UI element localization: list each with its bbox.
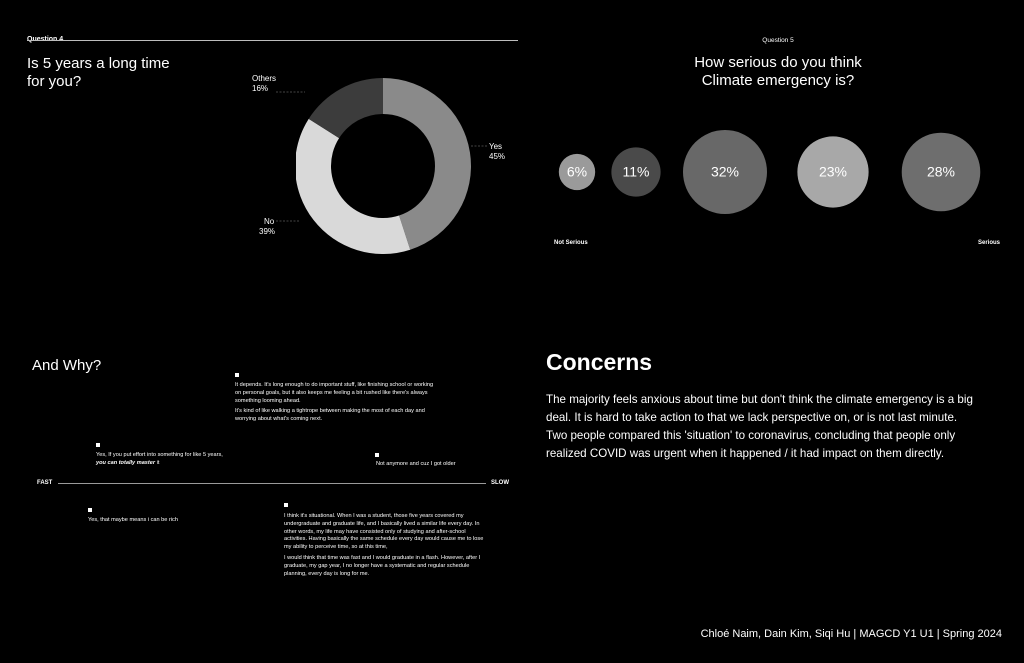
question-5-label: Question 5 (762, 37, 794, 44)
quote-marker (235, 373, 239, 377)
bubble-label-1: 6% (566, 163, 588, 180)
pie-label-yes-value: 45% (489, 152, 506, 161)
quote-rich: Yes, that maybe means i can be rich (88, 517, 178, 523)
pie-label-others-name: Others (252, 74, 277, 83)
quote-marker (88, 508, 92, 512)
quote-marker (375, 453, 379, 457)
question-4-title-line2: for you? (27, 73, 82, 90)
fast-slow-axis (58, 483, 486, 484)
quote-got-older: Not anymore and cuz I got older (376, 461, 456, 467)
quote-situational-p1: I think it's situational. When I was a student, those five years covered my undergraduate and graduate life, and I basically lived a similar life every day. In other words, my life may have consisted only of studying and after-school activities. Having basically the same schedule every day would cause me to lose my ability to perceive time, so at this time, (284, 513, 484, 551)
pie-label-yes (489, 142, 505, 162)
concerns-body: The majority feels anxious about time but don't think the climate emergency is a big deal. It is hard to take action to that we lack perspective on, or is not last minute. Two people compared this 'situation' to coronavirus, concluding that people only realized COVID was urgent when it happened / it had impact on them directly. (546, 393, 973, 460)
donut-chart (296, 76, 472, 256)
quote-marker (284, 503, 288, 507)
pie-label-others (252, 74, 276, 94)
axis-label-slow: SLOW (491, 480, 509, 486)
donut-slice-no (296, 119, 410, 254)
question-4-rule (27, 40, 518, 41)
question-5-title (628, 54, 928, 90)
pie-label-others-value: 16% (252, 84, 269, 93)
axis-label-serious: Serious (978, 240, 1001, 246)
quote-master-post: it (155, 459, 160, 466)
concerns-title: Concerns (546, 349, 653, 375)
bubble-label-3: 32% (710, 163, 740, 180)
footer-credits: Chloé Naim, Dain Kim, Siqi Hu | MAGCD Y1 U1 | Spring 2024 (700, 628, 1002, 640)
pie-label-yes-name: Yes (489, 142, 503, 151)
quote-situational-p2: I would think that time was fast and I would graduate in a flash. However, after I graduate, my gap year, I no longer have a systematic and regular schedule planning, every day is long for me. (284, 554, 481, 577)
quote-master-emphasis: you can totally master (96, 459, 156, 466)
pie-label-no (259, 217, 275, 237)
quote-master-pre: Yes, If you put effort into something for like 5 years, (96, 452, 223, 458)
pie-label-no-value: 39% (259, 227, 276, 236)
question-4-title-line1: Is 5 years a long time (27, 55, 170, 72)
bubble-label-2: 11% (622, 163, 650, 180)
quote-master (96, 452, 231, 468)
quote-marker (96, 443, 100, 447)
question-5-title-line1: How serious do you think (694, 54, 862, 71)
bubble-chart (540, 120, 1024, 230)
bubble-label-4: 23% (818, 163, 848, 180)
pie-label-no-name: No (264, 217, 275, 226)
bubble-label-5: 28% (926, 163, 956, 180)
and-why-title: And Why? (32, 357, 102, 374)
quote-it-depends-p1: It depends. It's long enough to do important stuff, like finishing school or working on personal goals, but it also keeps me feeling a bit rushed like there's always something looming ahead. (235, 382, 434, 404)
quote-it-depends-p2: It's kind of like walking a tightrope between making the most of each day and worrying about what's coming next. (235, 408, 425, 423)
quote-it-depends (235, 382, 435, 427)
axis-label-not-serious: Not Serious (554, 240, 588, 246)
quote-situational (284, 513, 490, 581)
axis-label-fast: FAST (37, 480, 53, 486)
question-5-title-line2: Climate emergency is? (701, 72, 855, 89)
question-4-title (27, 55, 170, 91)
